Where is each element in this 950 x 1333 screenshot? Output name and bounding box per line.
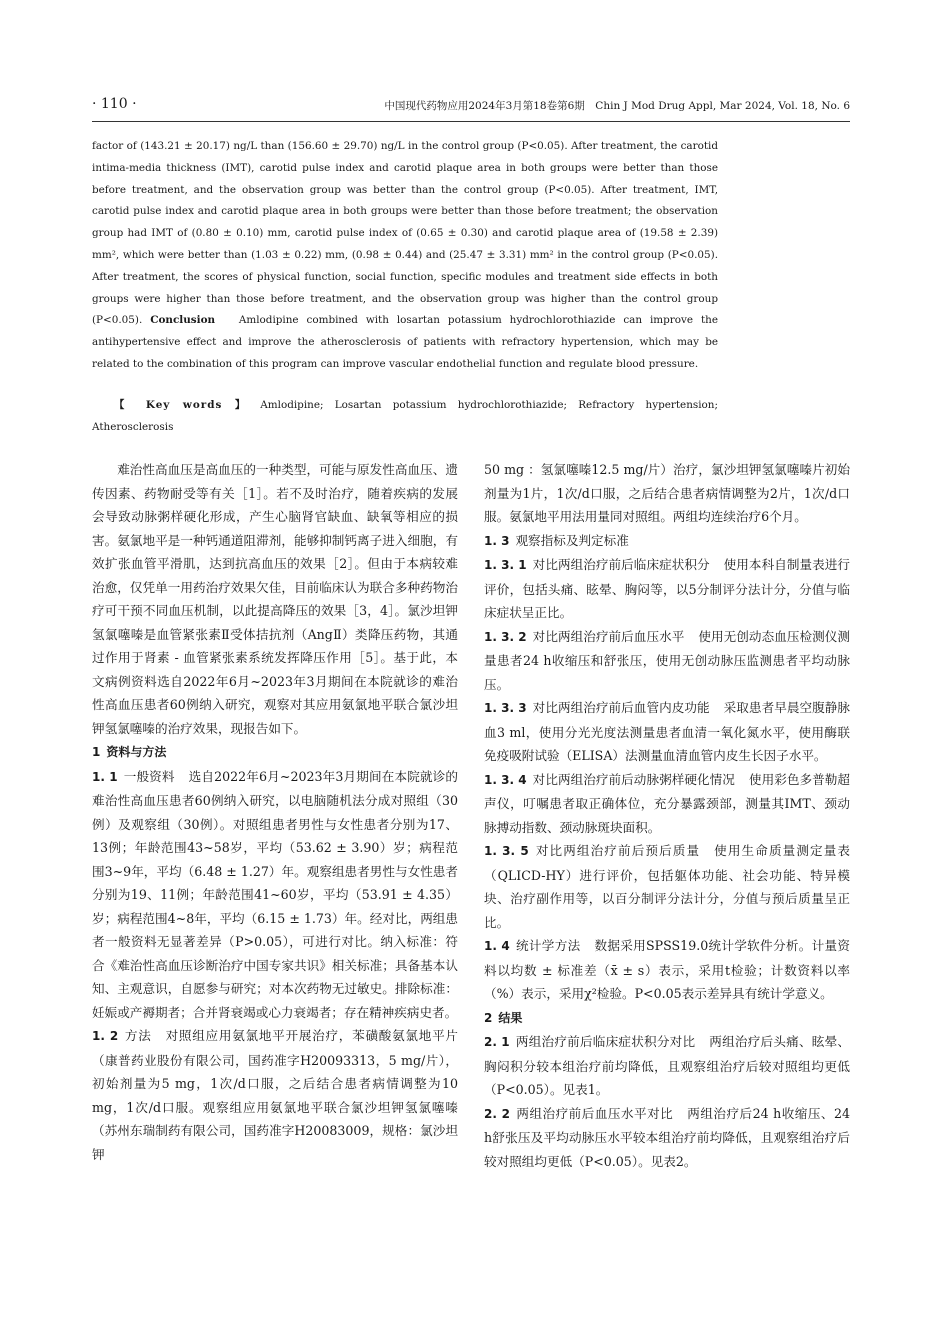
- keywords-text: Amlodipine; Losartan potassium hydrochlorothiazide; Refractory hypertension; Atherosclerosis: [92, 399, 718, 433]
- right-column: [484, 458, 850, 1173]
- conclusion-text: Amlodipine combined with losartan potassium hydrochlorothiazide can improve the antihypertensive effect and improve the atherosclerosis of patients with refractory hypertension, which may be related to the combination of this program can improve vascular endothelial function and regulate blood pressure.: [92, 314, 718, 370]
- section-1-3-1: 1. 3. 1 对比两组治疗前后临床症状积分 使用本科自制量表进行评价，包括头痛、眩晕、胸闷等，以5分制评分法计分，分值与临床症状呈正比。: [484, 557, 850, 620]
- section-1-3-2: 1. 3. 2 对比两组治疗前后血压水平 使用无创动态血压检测仪测量患者24 h收缩压和舒张压，使用无创动脉压监测患者平均动脉压。: [484, 628, 850, 692]
- section-1-3-5: 1. 3. 5 对比两组治疗前后预后质量 使用生命质量测定量表（QLICD-HY）进行评价，包括躯体功能、社会功能、特异模块、治疗副作用等，以百分制评分法计分，分值与预后质量呈正比。: [484, 843, 851, 930]
- section-1-3-4: 1. 3. 4 对比两组治疗前后动脉粥样硬化情况 使用彩色多普勒超声仪，叮嘱患者取正确体位，充分暴露颈部，测量其IMT、颈动脉搏动指数、颈动脉斑块面积。: [484, 771, 850, 835]
- running-head: 中国现代药物应用2024年3月第18卷第6期 Chin J Mod Drug Appl, Mar 2024, Vol. 18, No. 6: [384, 100, 850, 112]
- section-2-1: 2. 1 两组治疗前后临床症状积分对比 两组治疗后头痛、眩晕、胸闷积分较本组治疗前均降低，且观察组治疗后较对照组均更低（P<0.05）。见表1。: [484, 1034, 851, 1097]
- section-2-heading: 2 结果: [484, 1010, 523, 1025]
- section-2-2: 2. 2 两组治疗前后血压水平对比 两组治疗后24 h收缩压、24 h舒张压及平均动脉压水平较本组治疗前均降低，且观察组治疗后较对照组均更低（P<0.05）。见表2。: [484, 1105, 851, 1169]
- section-1-heading: 1 资料与方法: [92, 745, 167, 759]
- section-1-2-continued: 50 mg ：氢氯噻嗪12.5 mg/片）治疗，氯沙坦钾氢氯噻嗪片初始剂量为1片，1次/d口服，之后结合患者病情调整为2片，1次/d口服。氨氯地平用法用量同对照组。两组均连续治疗6个月。: [484, 462, 850, 524]
- page-number: · 110 ·: [92, 96, 137, 112]
- english-abstract: [92, 136, 718, 376]
- section-1-4: 1. 4 统计学方法 数据采用SPSS19.0统计学软件分析。计量资料以均数 ± 标准差（x̄ ± s）表示，采用t检验；计数资料以率（%）表示，采用χ²检验。P<0.05表示差异具有统计学意义。: [484, 938, 850, 1001]
- page-header: [92, 96, 850, 118]
- abstract-results-text: factor of (143.21 ± 20.17) ng/L than (156.60 ± 29.70) ng/L in the control group (P<0.05). After treatment, the carotid intima-media thickness (IMT), carotid pulse index and carotid plaque area in both groups were better than those before treatment, and the observation group was better than the control group (P<0.05). After treatment, IMT, carotid pulse index and carotid plaque area in both groups were better than those before treatment; the observation group had IMT of (0.80 ± 0.10) mm, carotid pulse index of (0.65 ± 0.30) and carotid plaque area of (19.58 ± 2.39) mm², which were better than (1.03 ± 0.22) mm, (0.98 ± 0.44) and (25.47 ± 3.31) mm² in the control group (P<0.05). After treatment, the scores of physical function, social function, specific modules and treatment side effects in both groups were higher than those before treatment, and the observation group was higher than the control group (P<0.05).: [92, 140, 718, 327]
- keywords-label: 【 Key words 】: [114, 399, 255, 411]
- keywords: [92, 395, 718, 439]
- left-column: [92, 458, 458, 1166]
- header-rule: [92, 121, 850, 122]
- section-1-1: 1. 1 一般资料 选自2022年6月~2023年3月期间在本院就诊的难治性高血压患者60例纳入研究，以电脑随机法分成对照组（30例）及观察组（30例）。对照组患者男性与女性患者分别为17、13例；年龄范围43~58岁，平均（53.62 ± 3.90）岁；病程范围3~9年，平均（6.48 ± 1.27）年。观察组患者男性与女性患者分别为19、11例；年龄范围41~60岁，平均（53.91 ± 4.35）岁；病程范围4~8年，平均（6.15 ± 1.73）年。经对比，两组患者一般资料无显著差异（P>0.05），可进行对比。纳入标准：符合《难治性高血压诊断治疗中国专家共识》相关标准；具备基本认知、主观意识，自愿参与研究；对本次药物无过敏史。排除标准：妊娠或产褥期者；合并肾衰竭或心力衰竭者；存在精神疾病史者。: [92, 768, 459, 1020]
- section-1-3-3: 1. 3. 3 对比两组治疗前后血管内皮功能 采取患者早晨空腹静脉血3 ml，使用分光光度法测量患者血清一氧化氮水平，使用酶联免疫吸附试验（ELISA）法测量血清血管内皮生长因子水平。: [484, 700, 850, 763]
- introduction-paragraph: 难治性高血压是高血压的一种类型，可能与原发性高血压、遗传因素、药物耐受等有关［1］。若不及时治疗，随着疾病的发展会导致动脉粥样硬化形成，产生心脑肾官缺血、缺氧等相应的损害。氨氯地平是一种钙通道阻滞剂，能够抑制钙离子进入细胞，有效扩张血管平滑肌，达到抗高血压的效果［2］。但由于本病较难治愈，仅凭单一用药治疗效果欠佳，目前临床认为联合多种药物治疗可干预不同血压机制，以此提高降压的效果［3，4］。氯沙坦钾氢氯噻嗪是血管紧张素Ⅱ受体拮抗剂（AngⅡ）类降压药物，其通过作用于肾素 - 血管紧张素系统发挥降压作用［5］。基于此，本文病例资料选自2022年6月~2023年3月期间在本院就诊的难治性高血压患者60例纳入研究，观察对其应用氨氯地平联合氯沙坦钾氢氯噻嗪的治疗效果，现报告如下。: [92, 462, 458, 736]
- section-1-3: 1. 3 观察指标及判定标准: [484, 532, 629, 548]
- conclusion-label: Conclusion: [150, 314, 216, 327]
- section-1-2: 1. 2 方法 对照组应用氨氯地平开展治疗，苯磺酸氨氯地平片（康普药业股份有限公司，国药准字H20093313，5 mg/片），初始剂量为5 mg，1次/d口服，之后结合患者病情调整为10 mg，1次/d口服。观察组应用氨氯地平联合氯沙坦钾氢氯噻嗪（苏州东瑞制药有限公司，国药准字H20083009，规格：氯沙坦钾: [92, 1028, 459, 1162]
